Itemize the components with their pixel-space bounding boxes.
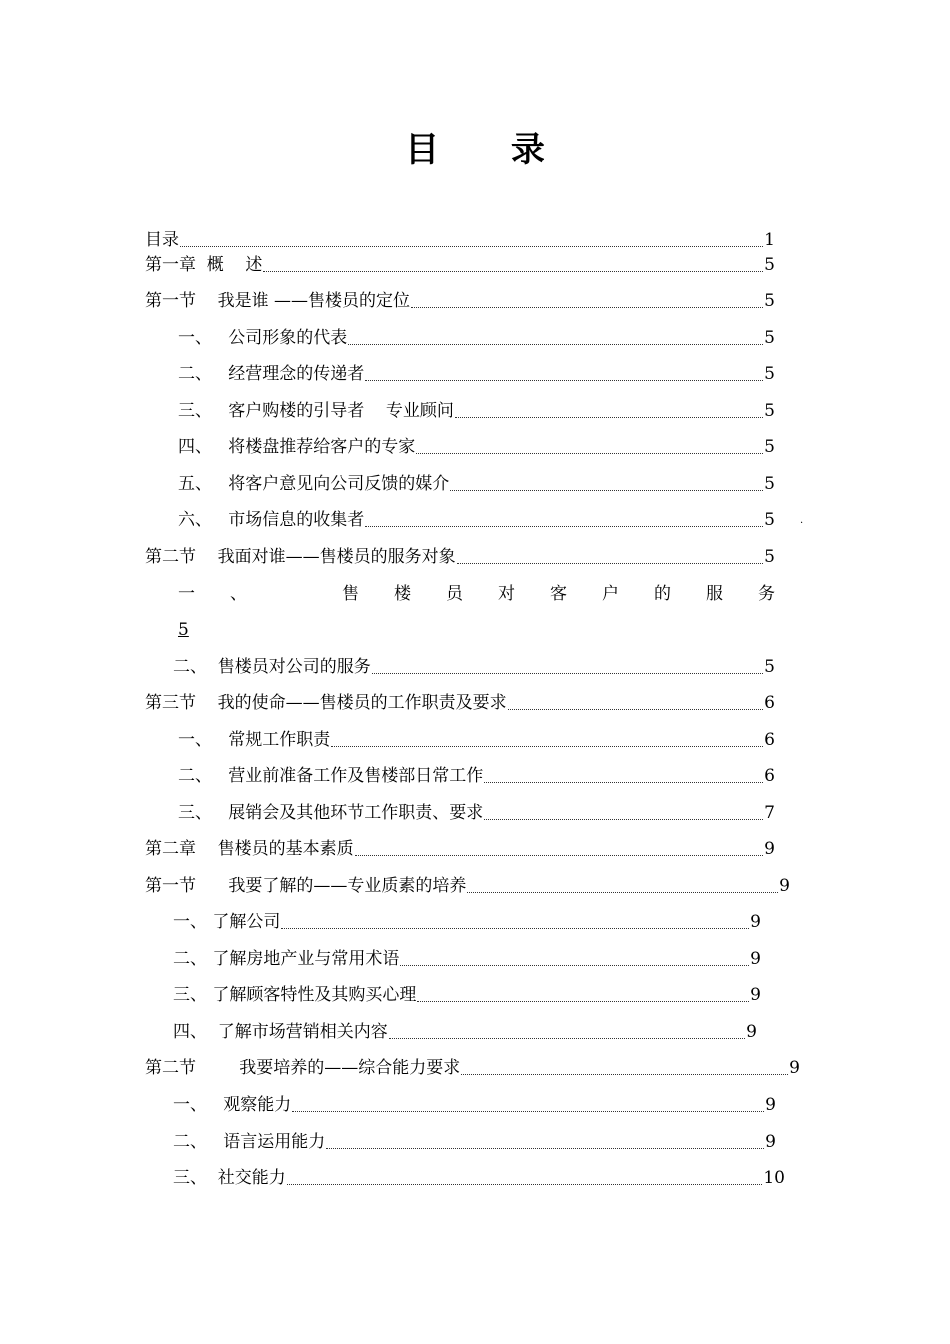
toc-entry-page: 5 <box>764 510 775 530</box>
toc-dot-leader <box>450 489 763 491</box>
toc-entry-title: 了解房地产业与常用术语 <box>207 949 400 969</box>
toc-dot-leader <box>461 1073 788 1075</box>
toc-dot-leader <box>416 452 763 454</box>
toc-entry-item[interactable] <box>173 1128 776 1152</box>
toc-entry-title: 我要了解的——专业质素的培养 <box>196 876 467 896</box>
toc-dot-leader <box>365 525 763 527</box>
toc-dot-leader <box>365 379 763 381</box>
toc-entry-title: 我的使命——售楼员的工作职责及要求 <box>196 693 507 713</box>
toc-entry-number: 第一节 <box>145 876 196 896</box>
toc-entry-number: 第二章 <box>145 839 196 859</box>
toc-entry-item[interactable] <box>173 945 761 969</box>
spread-char: 员 <box>446 584 463 604</box>
spread-char: 服 <box>706 584 723 604</box>
toc-entry-page: 6 <box>764 730 775 750</box>
toc-entry-page: 5 <box>764 255 775 275</box>
toc-entry-title: 市场信息的收集者 <box>212 510 365 530</box>
toc-dot-leader <box>467 891 778 893</box>
toc-entry-item[interactable] <box>178 799 775 823</box>
toc-dot-leader <box>281 927 749 929</box>
toc-entry-number: 第一章 <box>145 255 196 275</box>
toc-dot-leader <box>180 245 763 247</box>
toc-entry-title: 了解顾客特性及其购买心理 <box>207 985 417 1005</box>
spread-char: 客 <box>550 584 567 604</box>
toc-entry-page: 9 <box>750 985 761 1005</box>
toc-entry-section[interactable] <box>145 689 775 713</box>
toc-entry-page: 5 <box>764 657 775 677</box>
spread-char: 售 <box>342 584 359 604</box>
toc-entry-mulu[interactable] <box>145 226 775 250</box>
toc-entry-number: 二、 <box>173 949 207 969</box>
toc-entry-title: 了解市场营销相关内容 <box>207 1022 388 1042</box>
toc-entry-title: 将楼盘推荐给客户的专家 <box>212 437 416 457</box>
toc-entry-title: 展销会及其他环节工作职责、要求 <box>212 803 484 823</box>
toc-entry-number: 第二节 <box>145 1058 196 1078</box>
toc-entry-number: 四、 <box>178 437 212 457</box>
toc-entry-page: 6 <box>764 766 775 786</box>
toc-entry-item[interactable] <box>178 470 775 494</box>
toc-dot-leader <box>411 306 763 308</box>
toc-entry-title: 客户购楼的引导者 专业顾问 <box>212 401 454 421</box>
toc-entry-number: 第三节 <box>145 693 196 713</box>
toc-entry-number: 二、 <box>178 766 212 786</box>
toc-entry-title: 了解公司 <box>207 912 281 932</box>
toc-entry-chapter-1[interactable] <box>145 251 775 275</box>
toc-entry-number: 三、 <box>173 1168 207 1188</box>
toc-entry-title: 我面对谁——售楼员的服务对象 <box>196 547 456 567</box>
toc-entry-title: 售楼员的基本素质 <box>196 839 354 859</box>
toc-entry-page: 10 <box>763 1168 785 1188</box>
toc-entry-number: 三、 <box>173 985 207 1005</box>
toc-dot-leader <box>292 1110 764 1112</box>
toc-entry-title: 目录 <box>145 230 179 250</box>
toc-entry-page: 5 <box>764 328 775 348</box>
spread-char: 、 <box>230 584 247 604</box>
toc-dot-leader <box>372 672 763 674</box>
toc-entry-title: 营业前准备工作及售楼部日常工作 <box>212 766 484 786</box>
toc-entry-page: 1 <box>764 230 775 250</box>
toc-entry-item[interactable] <box>173 981 761 1005</box>
toc-dot-leader <box>484 781 763 783</box>
page-title: 目 录 <box>405 130 575 170</box>
toc-dot-leader <box>348 343 763 345</box>
toc-dot-leader <box>508 708 764 710</box>
toc-entry-title: 常规工作职责 <box>212 730 331 750</box>
toc-entry-title: 我是谁 ——售楼员的定位 <box>196 291 411 311</box>
toc-entry-page: 5 <box>764 474 775 494</box>
toc-entry-page: 9 <box>789 1058 800 1078</box>
toc-dot-leader <box>417 1000 749 1002</box>
toc-dot-leader <box>331 745 763 747</box>
toc-entry-title: 经营理念的传递者 <box>212 364 365 384</box>
toc-entry-title: 售楼员对公司的服务 <box>207 657 371 677</box>
toc-entry-page: 9 <box>750 912 761 932</box>
toc-dot-leader <box>484 818 763 820</box>
toc-entry-title: 我要培养的——综合能力要求 <box>196 1058 461 1078</box>
toc-entry-number: 二、 <box>173 657 207 677</box>
toc-entry-page: 5 <box>764 547 775 567</box>
toc-entry-item[interactable] <box>173 1091 776 1115</box>
toc-entry-page: 6 <box>764 693 775 713</box>
toc-entry-item[interactable] <box>178 433 775 457</box>
toc-entry-section[interactable] <box>145 872 790 896</box>
toc-dot-leader <box>263 270 763 272</box>
toc-entry-title: 观察能力 <box>207 1095 292 1115</box>
toc-entry-chapter-2[interactable] <box>145 835 775 859</box>
toc-dot-leader <box>457 562 764 564</box>
toc-entry-item[interactable] <box>178 324 775 348</box>
toc-entry-number: 三、 <box>178 803 212 823</box>
toc-entry-number: 五、 <box>178 474 212 494</box>
toc-entry-title: 社交能力 <box>207 1168 286 1188</box>
toc-dot-leader <box>287 1183 763 1185</box>
toc-entry-item[interactable] <box>173 1018 757 1042</box>
stray-dot: . <box>800 515 804 526</box>
spread-char: 楼 <box>394 584 411 604</box>
toc-entry-page: 5 <box>764 364 775 384</box>
toc-entry-item[interactable] <box>178 726 775 750</box>
toc-entry-item[interactable] <box>173 908 761 932</box>
toc-entry-page: 5 <box>764 437 775 457</box>
toc-entry-title: 公司形象的代表 <box>212 328 348 348</box>
toc-entry-number: 一、 <box>178 730 212 750</box>
toc-dot-leader <box>455 416 763 418</box>
toc-entry-number: 四、 <box>173 1022 207 1042</box>
toc-entry-page: 9 <box>750 949 761 969</box>
toc-entry-number: 二、 <box>178 364 212 384</box>
toc-entry-item[interactable] <box>173 653 775 677</box>
toc-entry-section[interactable] <box>145 543 775 567</box>
toc-entry-number: 二、 <box>173 1132 207 1152</box>
toc-entry-number: 六、 <box>178 510 212 530</box>
toc-dot-leader <box>326 1147 764 1149</box>
toc-entry-page: 9 <box>765 1132 776 1152</box>
toc-entry-title: 语言运用能力 <box>207 1132 326 1152</box>
toc-entry-number: 一、 <box>178 328 212 348</box>
toc-entry-number: 一、 <box>173 912 207 932</box>
toc-entry-number: 第一节 <box>145 291 196 311</box>
spread-char: 对 <box>498 584 515 604</box>
toc-entry-item[interactable] <box>178 360 775 384</box>
toc-entry-page: 7 <box>764 803 775 823</box>
toc-entry-section[interactable] <box>145 287 775 311</box>
toc-entry-title: 概 述 <box>196 255 263 275</box>
spread-char: 的 <box>654 584 671 604</box>
toc-entry-item[interactable] <box>178 506 775 530</box>
toc-dot-leader <box>355 854 764 856</box>
toc-entry-page: 9 <box>765 1095 776 1115</box>
toc-entry-number: 一、 <box>173 1095 207 1115</box>
toc-entry-page: 9 <box>779 876 790 896</box>
toc-dot-leader <box>400 964 749 966</box>
toc-entry-page: 9 <box>746 1022 757 1042</box>
toc-entry-item[interactable] <box>178 397 775 421</box>
spread-char: 务 <box>758 584 775 604</box>
spread-char: 户 <box>602 584 619 604</box>
toc-entry-number: 第二节 <box>145 547 196 567</box>
toc-entry-page: 5 <box>764 401 775 421</box>
toc-entry-justified-item[interactable] <box>178 580 775 604</box>
toc-entry-page-wrapped[interactable]: 5 <box>178 620 189 640</box>
toc-entry-page: 5 <box>764 291 775 311</box>
toc-dot-leader <box>389 1037 745 1039</box>
spread-char: 一 <box>178 584 195 604</box>
toc-entry-item[interactable] <box>178 762 775 786</box>
toc-entry-title: 将客户意见向公司反馈的媒介 <box>212 474 450 494</box>
toc-entry-number: 三、 <box>178 401 212 421</box>
toc-entry-item[interactable] <box>173 1164 785 1188</box>
toc-entry-section[interactable] <box>145 1054 800 1078</box>
toc-entry-page: 9 <box>764 839 775 859</box>
